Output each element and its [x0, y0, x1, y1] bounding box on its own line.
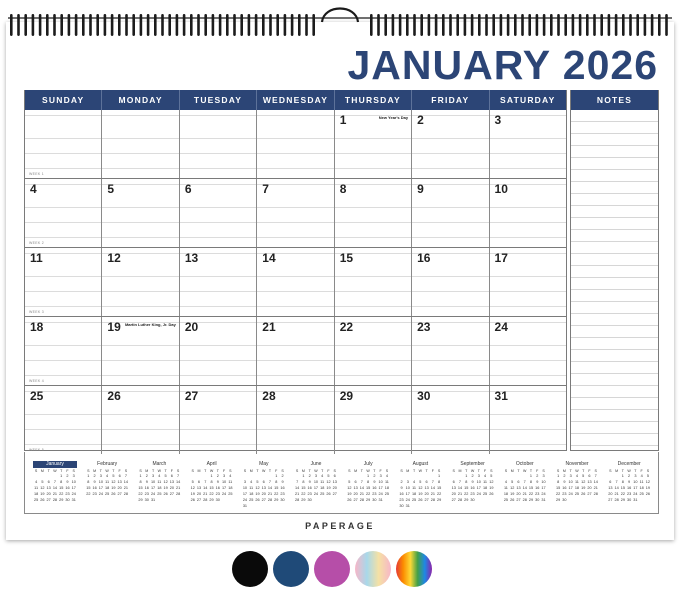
mini-week-row: 1 2 3 4 — [367, 474, 388, 478]
day-number: 17 — [494, 251, 508, 265]
mini-week-row: 9 10 11 12 13 14 15 — [400, 486, 442, 490]
mini-week-row: 6 7 8 9 10 11 12 — [452, 480, 494, 484]
day-cell[interactable] — [412, 317, 489, 385]
day-number: 12 — [107, 251, 121, 265]
day-number: 10 — [494, 182, 508, 196]
mini-week-row: 1 2 3 4 5 6 7 — [139, 474, 180, 478]
mini-month — [294, 461, 338, 503]
mini-week-row: 15 16 17 18 19 20 21 — [86, 486, 129, 490]
day-cell[interactable] — [335, 110, 412, 178]
empty-day-cell[interactable] — [180, 110, 257, 178]
day-number: 31 — [494, 389, 508, 403]
hanger-hook — [322, 9, 358, 23]
mini-month — [398, 461, 442, 509]
day-cell[interactable] — [335, 386, 412, 454]
swatch-pastel[interactable] — [355, 551, 391, 587]
week-row — [25, 316, 566, 385]
mini-week-row: 19 20 21 22 23 24 25 — [347, 492, 390, 496]
mini-week-row: 14 15 16 17 18 19 20 — [295, 486, 337, 490]
week-label: WEEK 5 — [29, 448, 45, 452]
day-cell[interactable] — [490, 179, 566, 247]
empty-day-cell[interactable] — [257, 110, 334, 178]
mini-week-row: 4 5 6 7 8 9 10 — [35, 480, 76, 484]
year-overview — [24, 452, 659, 514]
mini-month-name: August — [412, 461, 429, 467]
day-cell[interactable] — [180, 179, 257, 247]
day-cell[interactable] — [180, 386, 257, 454]
day-number: 18 — [30, 320, 44, 334]
week-row — [25, 178, 566, 247]
mini-month-name: June — [310, 461, 322, 467]
mini-week-row: 7 8 9 10 11 12 13 — [296, 480, 337, 484]
day-number: 22 — [339, 320, 354, 334]
mini-weekday-row: S M T W T F S — [452, 469, 493, 473]
mini-week-row: 26 27 28 29 30 31 — [347, 498, 383, 502]
day-number: 28 — [262, 389, 276, 403]
day-cell[interactable] — [25, 386, 102, 454]
day-number: 25 — [30, 389, 44, 403]
week-label: WEEK 1 — [29, 172, 45, 176]
mini-week-row: 11 12 13 14 15 16 17 — [34, 486, 76, 490]
day-cell[interactable] — [335, 248, 412, 316]
empty-day-cell[interactable] — [102, 110, 179, 178]
day-cell[interactable] — [180, 317, 257, 385]
mini-weekday-row: S M T W T F S — [348, 469, 389, 473]
day-cell[interactable] — [412, 179, 489, 247]
day-number: 2 — [417, 113, 424, 127]
mini-month-name: May — [259, 461, 269, 467]
day-number: 26 — [107, 389, 121, 403]
week-row — [25, 385, 566, 454]
mini-month — [190, 461, 234, 503]
day-cell[interactable] — [25, 317, 102, 385]
mini-week-row: 11 12 13 14 15 16 17 — [503, 486, 546, 490]
mini-weekday-row: S M T W T F S — [243, 469, 284, 473]
mini-week-row: 15 16 17 18 19 20 21 — [556, 486, 598, 490]
mini-month-name: October — [515, 461, 534, 467]
mini-week-row: 5 6 7 8 9 10 11 — [348, 480, 389, 484]
weekday-monday: MONDAY — [102, 90, 179, 110]
mini-month — [242, 461, 286, 509]
weekday-sunday: SUNDAY — [25, 90, 102, 110]
day-number: 8 — [339, 182, 347, 196]
mini-week-row: 27 28 29 30 — [451, 498, 475, 502]
day-number: 14 — [262, 251, 276, 265]
weekday-wednesday: WEDNESDAY — [257, 90, 334, 110]
mini-week-row: 1 2 3 4 5 6 — [302, 474, 336, 478]
swatch-navy[interactable] — [273, 551, 309, 587]
mini-week-row: 1 2 3 4 5 6 7 — [557, 474, 597, 478]
mini-week-row: 31 — [242, 504, 248, 508]
day-cell[interactable] — [180, 248, 257, 316]
mini-week-row: 1 2 — [275, 474, 284, 478]
weekday-header — [25, 90, 566, 110]
day-number: 27 — [184, 389, 199, 403]
mini-week-row: 25 26 27 28 29 30 31 — [34, 498, 76, 502]
mini-month-name: January — [33, 461, 77, 468]
mini-month-name: November — [565, 461, 589, 467]
notes-column — [570, 90, 659, 451]
day-number: 1 — [339, 113, 347, 127]
mini-week-row: 22 23 24 25 26 27 28 — [138, 492, 181, 496]
mini-weekday-row: S M T W T F S — [400, 469, 441, 473]
day-cell[interactable] — [490, 110, 566, 178]
mini-weekday-row: S M T W T F S — [295, 469, 336, 473]
mini-month-name: September — [460, 461, 485, 467]
day-cell[interactable] — [102, 248, 179, 316]
mini-week-row: 22 23 24 25 26 27 28 — [556, 492, 598, 496]
mini-week-row: 17 18 19 20 21 22 23 — [242, 492, 285, 496]
page-title: JANUARY 2026 — [347, 42, 658, 88]
notes-header: NOTES — [571, 90, 658, 110]
mini-week-row: 2 3 4 5 6 7 8 — [400, 480, 441, 484]
week-label: WEEK 2 — [29, 241, 45, 245]
day-number: 13 — [184, 251, 199, 265]
mini-month — [451, 461, 495, 503]
holiday-label: Martin Luther King, Jr. Day — [124, 322, 176, 327]
day-number: 3 — [494, 113, 502, 127]
day-number: 29 — [339, 389, 354, 403]
mini-month — [33, 461, 77, 503]
mini-week-row: 23 24 25 26 27 28 29 — [399, 498, 442, 502]
day-cell[interactable] — [490, 317, 566, 385]
day-number: 5 — [107, 182, 115, 196]
mini-month — [503, 461, 547, 503]
mini-week-row: 18 19 20 21 22 23 24 — [503, 492, 546, 496]
day-number: 16 — [417, 251, 431, 265]
week-label: WEEK 3 — [29, 310, 45, 314]
week-row — [25, 110, 566, 178]
day-cell[interactable] — [412, 110, 489, 178]
mini-weekday-row: S M T W T F S — [34, 469, 75, 473]
mini-week-row: 1 2 3 4 5 — [621, 474, 649, 478]
mini-week-row: 1 2 3 4 5 6 7 — [87, 474, 127, 478]
day-number: 20 — [184, 320, 199, 334]
day-cell[interactable] — [257, 248, 334, 316]
weekday-thursday: THURSDAY — [335, 90, 412, 110]
mini-week-row: 29 30 31 — [138, 498, 156, 502]
month-grid — [24, 90, 567, 451]
mini-week-row: 3 4 5 6 7 8 9 — [243, 480, 284, 484]
day-cell[interactable] — [257, 179, 334, 247]
mini-week-row: 8 9 10 11 12 13 14 — [87, 480, 129, 484]
mini-week-row: 13 14 15 16 17 18 19 — [451, 486, 494, 490]
day-number: 24 — [494, 320, 508, 334]
mini-weekday-row: S M T W T F S — [609, 469, 650, 473]
mini-week-row: 10 11 12 13 14 15 16 — [242, 486, 285, 490]
mini-month — [85, 461, 129, 497]
day-cell[interactable] — [257, 386, 334, 454]
swatch-purple[interactable] — [314, 551, 350, 587]
mini-week-row: 8 9 10 11 12 13 14 — [139, 480, 181, 484]
mini-month — [607, 461, 651, 503]
mini-week-row: 5 6 7 8 9 10 11 — [191, 480, 233, 484]
mini-week-row: 1 2 3 — [529, 474, 545, 478]
day-cell[interactable] — [490, 248, 566, 316]
day-number: 30 — [417, 389, 431, 403]
mini-week-row: 13 14 15 16 17 18 19 — [608, 486, 651, 490]
mini-week-row: 1 — [438, 474, 441, 478]
mini-week-row: 12 13 14 15 16 17 18 — [347, 486, 390, 490]
week-label: WEEK 4 — [29, 379, 45, 383]
mini-week-row: 6 7 8 9 10 11 12 — [609, 480, 651, 484]
mini-month — [346, 461, 390, 503]
mini-week-row: 20 21 22 23 24 25 26 — [608, 492, 651, 496]
day-cell[interactable] — [102, 317, 179, 385]
holiday-label: New Year's Day — [378, 115, 409, 120]
week-row — [25, 247, 566, 316]
day-number: 15 — [339, 251, 354, 265]
day-cell[interactable] — [335, 179, 412, 247]
mini-weekday-row: S M T W T F S — [504, 469, 545, 473]
mini-week-row: 21 22 23 24 25 26 27 — [295, 492, 337, 496]
mini-week-row: 1 2 3 4 — [210, 474, 232, 478]
day-number: 11 — [30, 251, 43, 265]
mini-weekday-row: S M T W T F S — [87, 469, 128, 473]
weekday-tuesday: TUESDAY — [180, 90, 257, 110]
mini-week-row: 18 19 20 21 22 23 24 — [34, 492, 76, 496]
day-cell[interactable] — [490, 386, 566, 454]
day-number: 7 — [262, 182, 269, 196]
mini-month-name: February — [97, 461, 118, 467]
mini-month-name: March — [152, 461, 167, 467]
day-cell[interactable] — [335, 317, 412, 385]
mini-week-row: 25 26 27 28 29 30 31 — [503, 498, 546, 502]
day-cell[interactable] — [412, 248, 489, 316]
mini-week-row: 15 16 17 18 19 20 21 — [138, 486, 181, 490]
day-number: 23 — [417, 320, 431, 334]
color-options — [232, 551, 432, 587]
day-cell[interactable] — [257, 317, 334, 385]
mini-week-row: 20 21 22 23 24 25 26 — [451, 492, 494, 496]
day-cell[interactable] — [25, 179, 102, 247]
mini-month — [555, 461, 599, 503]
mini-week-row: 12 13 14 15 16 17 18 — [190, 486, 233, 490]
weekday-saturday: SATURDAY — [500, 95, 556, 105]
mini-month-name: July — [363, 461, 373, 467]
mini-week-row: 28 29 30 — [295, 498, 312, 502]
swatch-rainbow[interactable] — [396, 551, 432, 587]
day-number: 19 — [107, 320, 121, 334]
day-cell[interactable] — [102, 179, 179, 247]
mini-weekday-row: S M T W T F S — [556, 469, 597, 473]
mini-week-row: 29 30 — [556, 498, 567, 502]
day-cell[interactable] — [412, 386, 489, 454]
day-cell[interactable] — [25, 248, 102, 316]
mini-week-row: 19 20 21 22 23 24 25 — [190, 492, 233, 496]
day-number: 4 — [30, 182, 37, 196]
mini-week-row: 1 2 3 — [60, 474, 75, 478]
mini-week-row: 8 9 10 11 12 13 14 — [557, 480, 598, 484]
day-number: 21 — [262, 320, 276, 334]
mini-week-row: 4 5 6 7 8 9 10 — [504, 480, 546, 484]
mini-weekday-row: S M T W T F S — [191, 469, 232, 473]
day-number: 9 — [417, 182, 424, 196]
mini-weekday-row: S M T W T F S — [139, 469, 180, 473]
mini-week-row: 1 2 3 4 5 — [465, 474, 493, 478]
mini-week-row: 16 17 18 19 20 21 22 — [399, 492, 442, 496]
mini-week-row: 27 28 29 30 31 — [608, 498, 638, 502]
mini-week-row: 24 25 26 27 28 29 30 — [242, 498, 285, 502]
mini-week-row: 26 27 28 29 30 — [190, 498, 220, 502]
swatch-black[interactable] — [232, 551, 268, 587]
day-number: 6 — [184, 182, 192, 196]
day-cell[interactable] — [102, 386, 179, 454]
mini-week-row: 30 31 — [399, 504, 410, 508]
empty-day-cell[interactable] — [25, 110, 102, 178]
mini-month — [137, 461, 181, 503]
wire-binding — [0, 0, 680, 40]
weekday-friday: FRIDAY — [412, 90, 489, 110]
mini-month-name: December — [617, 461, 641, 467]
brand-logo: PAPERAGE — [305, 521, 375, 531]
mini-week-row: 22 23 24 25 26 27 28 — [86, 492, 129, 496]
mini-month-name: April — [206, 461, 217, 467]
